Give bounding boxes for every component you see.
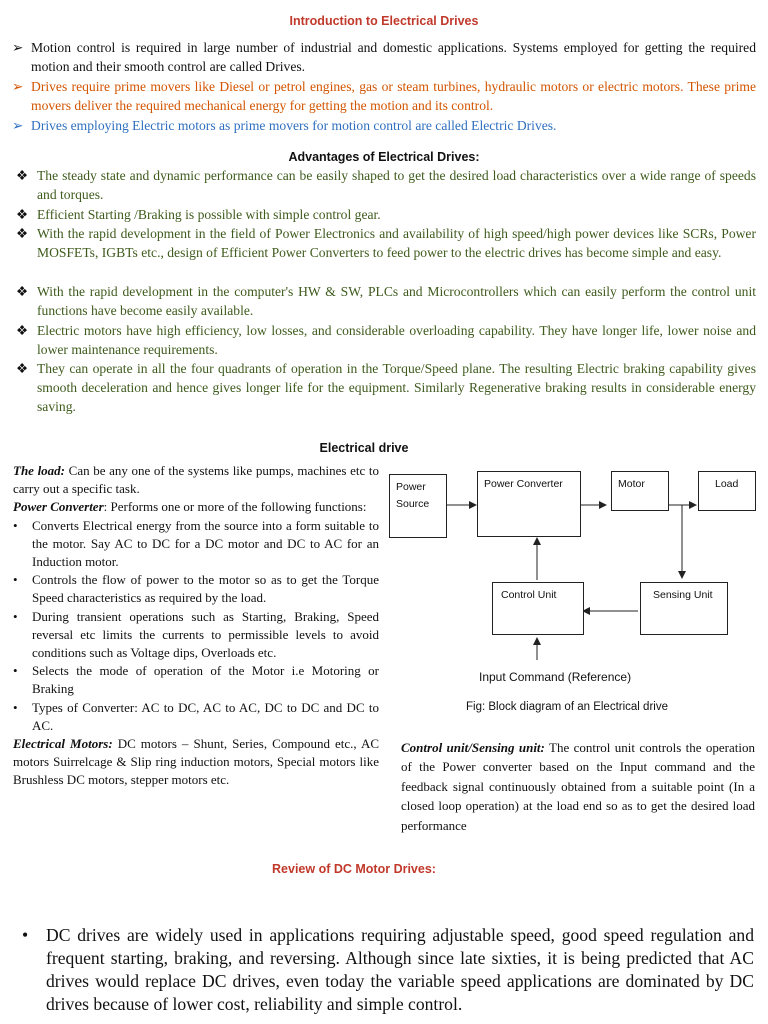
- advantage-item: [16, 166, 756, 204]
- advantage-marker: ❖: [16, 207, 29, 222]
- control-paragraph: [401, 738, 755, 835]
- advantage-text: Efficient Starting /Braking is possible with simple control gear.: [37, 207, 381, 222]
- advantage-text: The steady state and dynamic performance can be easily shaped to get the desired load characteristics over a wide range of speeds and torques.: [37, 168, 756, 202]
- motors-paragraph: [13, 735, 379, 790]
- motors-text: DC motors – Shunt, Series, Compound etc., AC motors Suirrelcage & Slip ring induction motors, Special motors like Brushless DC motors, stepper motors etc.: [13, 736, 380, 788]
- advantage-marker: ❖: [16, 361, 29, 376]
- load-paragraph: [13, 462, 379, 498]
- converter-bullet-dot: •: [13, 699, 18, 715]
- converter-bullet-text: During transient operations such as Starting, Braking, Speed reversal etc limits the currents to permissible levels to avoid conditions such as Voltage dips, Overloads etc.: [32, 608, 379, 661]
- sensing-unit-label: Sensing Unit: [653, 589, 713, 601]
- intro-title: Introduction to Electrical Drives: [289, 14, 479, 28]
- control-text: The control unit controls the operation of the Power converter based on the Input command and the feedback signal continuously obtained from a suitable point (In a closed loop operation) at the load end so as to get the desired load performance: [401, 740, 755, 833]
- converter-paragraph: [13, 498, 379, 516]
- converter-bullet-dot: •: [13, 517, 18, 533]
- advantage-item: [16, 282, 756, 320]
- converter-bullet: [13, 699, 379, 735]
- converter-bullet-dot: •: [13, 572, 18, 588]
- intro-bullet-marker: ➢: [12, 118, 24, 133]
- converter-bullets: [13, 517, 379, 735]
- advantages-title: Advantages of Electrical Drives:: [288, 150, 480, 164]
- drive-title: Electrical drive: [319, 441, 409, 455]
- intro-bullet-text: Drives require prime movers like Diesel or petrol engines, gas or steam turbines, hydraulic motors or electric motors. These prime movers deliver the required mechanical energy for getting the motion and its control.: [31, 79, 756, 113]
- converter-bullet-text: Controls the flow of power to the motor so as to get the Torque Speed characteristics as required by the load.: [32, 572, 379, 606]
- power-source-line1: Power: [396, 481, 426, 493]
- review-item: [22, 924, 754, 1016]
- load-box-label: Load: [715, 478, 739, 490]
- converter-bullet-text: Types of Converter: AC to DC, AC to AC, DC to DC and DC to AC.: [32, 699, 379, 733]
- control-label: Control unit/Sensing unit:: [401, 740, 545, 755]
- intro-bullet: [12, 38, 756, 74]
- advantage-marker: ❖: [16, 168, 29, 183]
- intro-bullet: [12, 116, 756, 135]
- control-unit-label: Control Unit: [501, 589, 557, 601]
- motor-label: Motor: [618, 478, 645, 490]
- control-unit-box: [492, 582, 584, 635]
- intro-bullet-text: Drives employing Electric motors as prime movers for motion control are called Electric Drives.: [31, 118, 557, 133]
- drive-left-column: [13, 462, 379, 790]
- converter-bullet: [13, 662, 379, 698]
- advantage-text: With the rapid development in the computer's HW & SW, PLCs and Microcontrollers which can easily perform the control unit functions have become easily available.: [37, 284, 756, 318]
- review-title: Review of DC Motor Drives:: [272, 862, 436, 876]
- intro-bullet-text: Motion control is required in large number of industrial and domestic applications. Systems employed for getting the required motion and their smooth control are called Drives.: [31, 40, 756, 74]
- advantage-item: [16, 224, 756, 262]
- review-bullet: •: [22, 925, 29, 945]
- input-command-label: Input Command (Reference): [479, 670, 632, 684]
- intro-bullet-marker: ➢: [12, 40, 24, 55]
- motor-box: [611, 471, 669, 511]
- motors-label: Electrical Motors:: [13, 736, 113, 752]
- power-converter-box: [477, 471, 581, 537]
- converter-bullet-dot: •: [13, 608, 18, 624]
- converter-bullet-text: Selects the mode of operation of the Motor i.e Motoring or Braking: [32, 663, 379, 697]
- advantage-item: [16, 321, 756, 359]
- advantage-marker: ❖: [16, 284, 29, 299]
- load-box: [698, 471, 756, 511]
- converter-bullet: [13, 608, 379, 663]
- converter-label: Power Converter: [13, 499, 104, 515]
- power-converter-label: Power Converter: [484, 478, 563, 490]
- review-text: DC drives are widely used in applications requiring adjustable speed, good speed regulation and frequent starting, braking, and reversing. Although since late sixties, it is being predicted that AC drives would replace DC drives, even today the variable speed applications are dominated by DC drives because of lower cost, reliability and simple control.: [46, 925, 754, 1014]
- intro-bullet: [12, 77, 756, 113]
- converter-bullet-dot: •: [13, 663, 18, 679]
- power-source-box: [389, 474, 447, 538]
- advantage-marker: ❖: [16, 226, 29, 241]
- advantage-text: Electric motors have high efficiency, low losses, and considerable overloading capability. They have longer life, lower noise and lower maintenance requirements.: [37, 323, 756, 357]
- advantage-text: They can operate in all the four quadrants of operation in the Torque/Speed plane. The resulting Electric braking capability gives smooth deceleration and hence gives longer life for the equipment. Similarly Regenerative braking results in considerable energy saving.: [37, 361, 756, 414]
- diagram-caption: Fig: Block diagram of an Electrical drive: [466, 701, 668, 713]
- advantage-item: [16, 359, 756, 416]
- sensing-unit-box: [640, 582, 728, 635]
- converter-bullet-text: Converts Electrical energy from the source into a form suitable to the motor. Say AC to DC for a DC motor and DC to AC for an Induction motor.: [32, 517, 379, 570]
- load-label: The load:: [13, 463, 66, 478]
- advantage-marker: ❖: [16, 323, 29, 338]
- converter-text: : Performs one or more of the following functions:: [103, 499, 367, 515]
- intro-bullet-marker: ➢: [12, 79, 24, 94]
- converter-bullet: [13, 571, 379, 607]
- converter-bullet: [13, 517, 379, 572]
- advantage-text: With the rapid development in the field of Power Electronics and availability of high speed/high power devices like SCRs, Power MOSFETs, IGBTs etc., design of Efficient Power Converters to feed power to the electric drives has become simple and easy.: [37, 226, 756, 260]
- power-source-line2: Source: [396, 498, 430, 510]
- advantage-item: [16, 205, 756, 224]
- load-text: Can be any one of the systems like pumps, machines etc to carry out a specific task.: [13, 463, 379, 497]
